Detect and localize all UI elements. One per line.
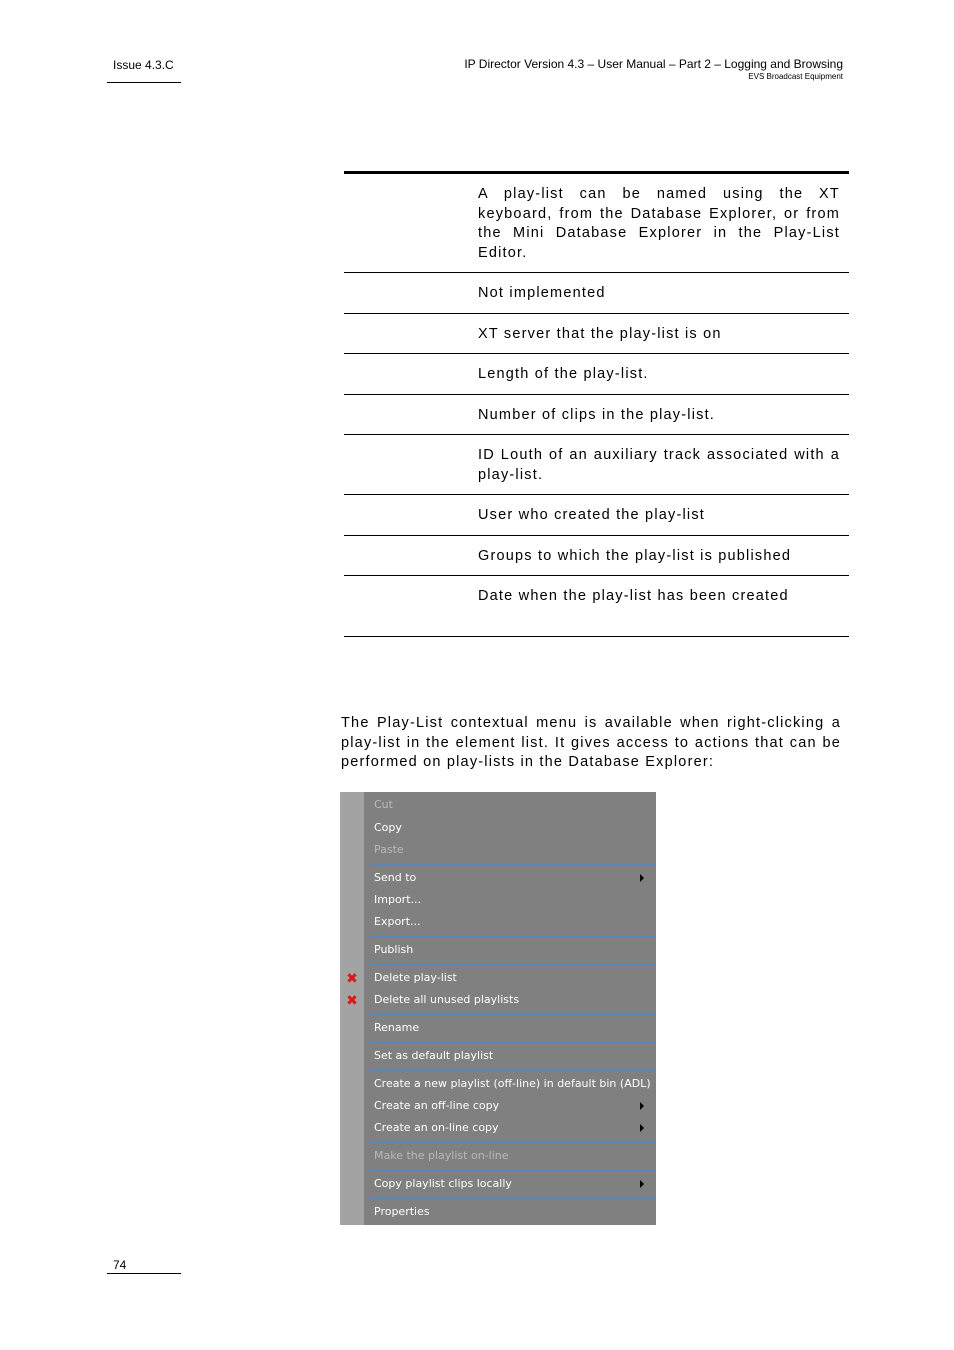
table-row [344, 273, 849, 314]
table-cell: Length of the play-list. [478, 366, 649, 382]
intro-paragraph: The Play-List contextual menu is available when right-clicking a play-list in the element list. It gives access to actions that can be performed on play-lists in the Database Explorer: [341, 715, 841, 770]
menu-separator [370, 1198, 656, 1199]
triangle-right-icon [640, 874, 644, 882]
table-row [344, 536, 849, 577]
triangle-right-icon [640, 1124, 644, 1132]
menu-separator [370, 1142, 656, 1143]
triangle-right-icon [640, 1180, 644, 1188]
header-issue: Issue 4.3.C [113, 58, 174, 72]
table-row [344, 395, 849, 436]
menu-item-cut: Cut [374, 798, 393, 811]
table-cell: Not implemented [478, 285, 606, 301]
menu-item-copy[interactable]: Copy [374, 821, 402, 834]
menu-separator [370, 1070, 656, 1071]
menu-separator [370, 1042, 656, 1043]
table-row [344, 435, 849, 495]
table-cell: XT server that the play-list is on [478, 325, 722, 342]
menu-item-export[interactable]: Export... [374, 915, 421, 928]
menu-separator [370, 936, 656, 937]
table-cell: Date when the play-list has been created [478, 588, 789, 604]
table-row [344, 354, 849, 395]
menu-separator [370, 864, 656, 865]
header-left-rule [107, 82, 181, 83]
table-cell: Number of clips in the play-list. [478, 406, 716, 423]
menu-separator [370, 964, 656, 965]
menu-item-set-default[interactable]: Set as default playlist [374, 1049, 494, 1062]
table-row [344, 174, 849, 273]
menu-item-paste: Paste [374, 843, 404, 856]
page-number: 74 [113, 1258, 127, 1272]
header-right [464, 57, 843, 82]
menu-separator [370, 1014, 656, 1015]
table-row [344, 314, 849, 355]
table-row [344, 495, 849, 536]
menu-item-make-online: Make the playlist on-line [374, 1149, 509, 1162]
table-cell: User who created the play-list [478, 507, 705, 523]
menu-item-rename[interactable]: Rename [374, 1021, 420, 1034]
menu-item-create-online-copy[interactable]: Create an on-line copy [374, 1121, 499, 1134]
menu-item-delete-all-unused[interactable]: Delete all unused playlists [374, 993, 520, 1006]
red-x-icon: ✖ [346, 993, 358, 1009]
menu-item-create-new-playlist[interactable]: Create a new playlist (off-line) in default bin (ADL) [374, 1077, 651, 1090]
table-row [344, 576, 849, 637]
footer-rule [107, 1273, 181, 1274]
table-cell: Groups to which the play-list is published [478, 547, 792, 564]
menu-item-import[interactable]: Import... [374, 893, 421, 906]
menu-separator [370, 1170, 656, 1171]
menu-item-delete-playlist[interactable]: Delete play-list [374, 971, 457, 984]
menu-item-copy-clips-locally[interactable]: Copy playlist clips locally [374, 1177, 512, 1190]
triangle-right-icon [640, 1102, 644, 1110]
company-name: EVS Broadcast Equipment [748, 72, 843, 81]
document-title: IP Director Version 4.3 – User Manual – Part 2 – Logging and Browsing [464, 57, 843, 71]
table-cell: A play-list can be named using the XT keyboard, from the Database Explorer, or from the Mini Database Explorer in the Play-List Editor. [478, 186, 840, 261]
menu-item-publish[interactable]: Publish [374, 943, 414, 956]
menu-item-create-offline-copy[interactable]: Create an off-line copy [374, 1099, 500, 1112]
field-description-table [344, 171, 849, 637]
red-x-icon: ✖ [346, 971, 358, 987]
menu-item-properties[interactable]: Properties [374, 1205, 430, 1218]
menu-item-send-to[interactable]: Send to [374, 871, 417, 884]
table-cell: ID Louth of an auxiliary track associated with a play-list. [478, 447, 840, 483]
playlist-context-menu [340, 792, 656, 1225]
